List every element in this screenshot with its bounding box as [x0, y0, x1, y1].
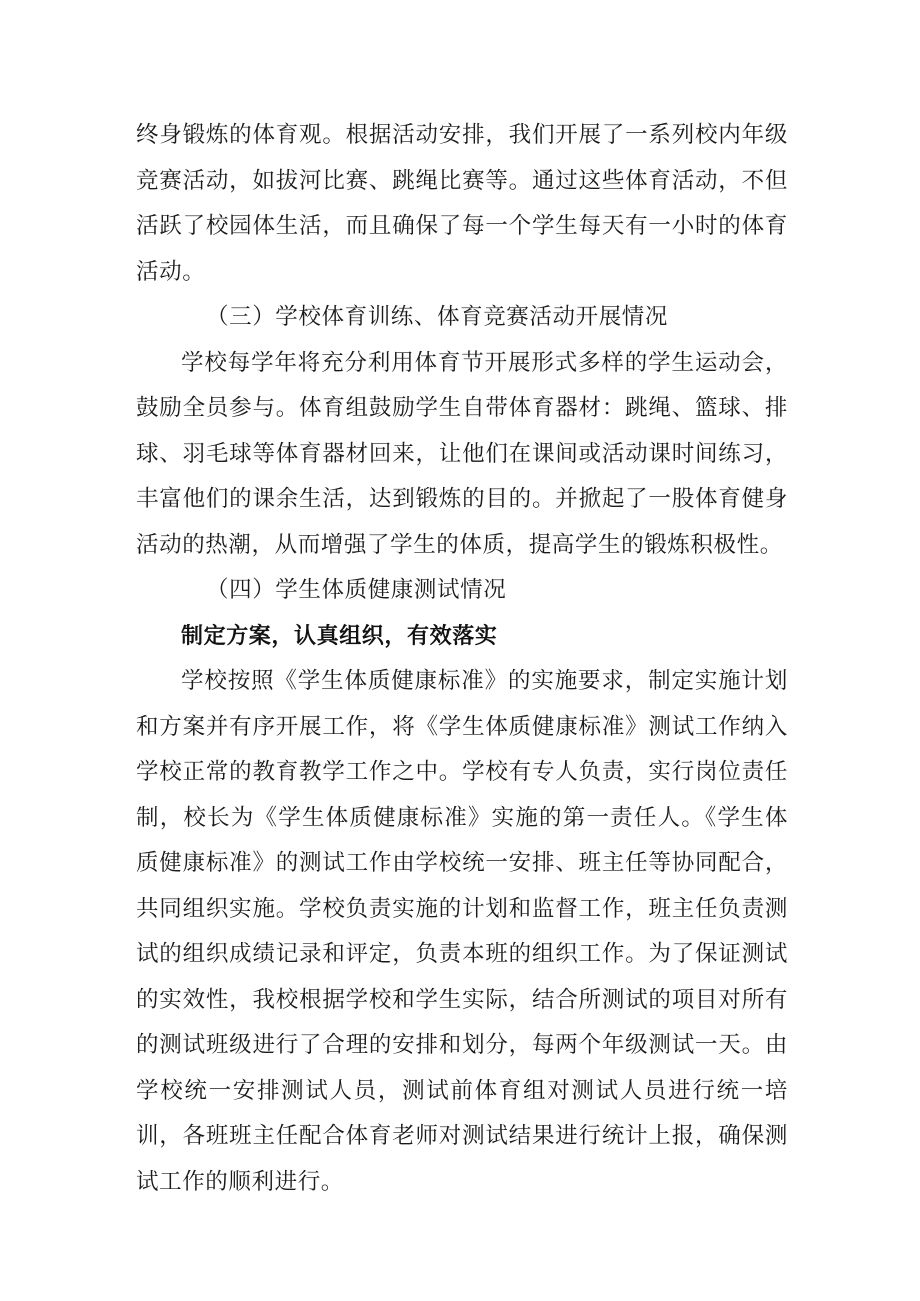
paragraph-health-testing: 学校按照《学生体质健康标准》的实施要求，制定实施计划和方案并有序开展工作，将《学生体质健康标准》测试工作纳入学校正常的教育教学工作之中。学校有专人负责，实行岗位责任制，校长为《学生体质健康标准》实施的第一责任人。《学生体质健康标准》的测试工作由学校统一安排、班主任等协同配合，共同组织实施。学校负责实施的计划和监督工作，班主任负责测试的组织成绩记录和评定，负责本班的组织工作。为了保证测试的实效性，我校根据学校和学生实际，结合所测试的项目对所有的测试班级进行了合理的安排和划分，每两个年级测试一天。由学校统一安排测试人员，测试前体育组对测试人员进行统一培训，各班班主任配合体育老师对测试结果进行统计上报，确保测试工作的顺利进行。 — [136, 668, 788, 1195]
document-body — [136, 113, 788, 1205]
paragraph-sports-activities: 学校每学年将充分利用体育节开展形式多样的学生运动会，鼓励全员参与。体育组鼓励学生自带体育器材：跳绳、篮球、排球、羽毛球等体育器材回来，让他们在课间或活动课时间练习，丰富他们的课余生活，达到锻炼的目的。并掀起了一股体育健身活动的热潮，从而增强了学生的体质，提高学生的锻炼积极性。 — [136, 349, 788, 558]
subheading-bold: 制定方案，认真组织，有效落实 — [181, 623, 498, 649]
paragraph-continuation: 终身锻炼的体育观。根据活动安排，我们开展了一系列校内年级竞赛活动，如拔河比赛、跳绳比赛等。通过这些体育活动，不但活跃了校园体生活，而且确保了每一个学生每天有一小时的体育活动。 — [136, 122, 788, 285]
section-heading-3: （三）学校体育训练、体育竞赛活动开展情况 — [206, 304, 669, 330]
section-heading-4: （四）学生体质健康测试情况 — [206, 577, 507, 603]
